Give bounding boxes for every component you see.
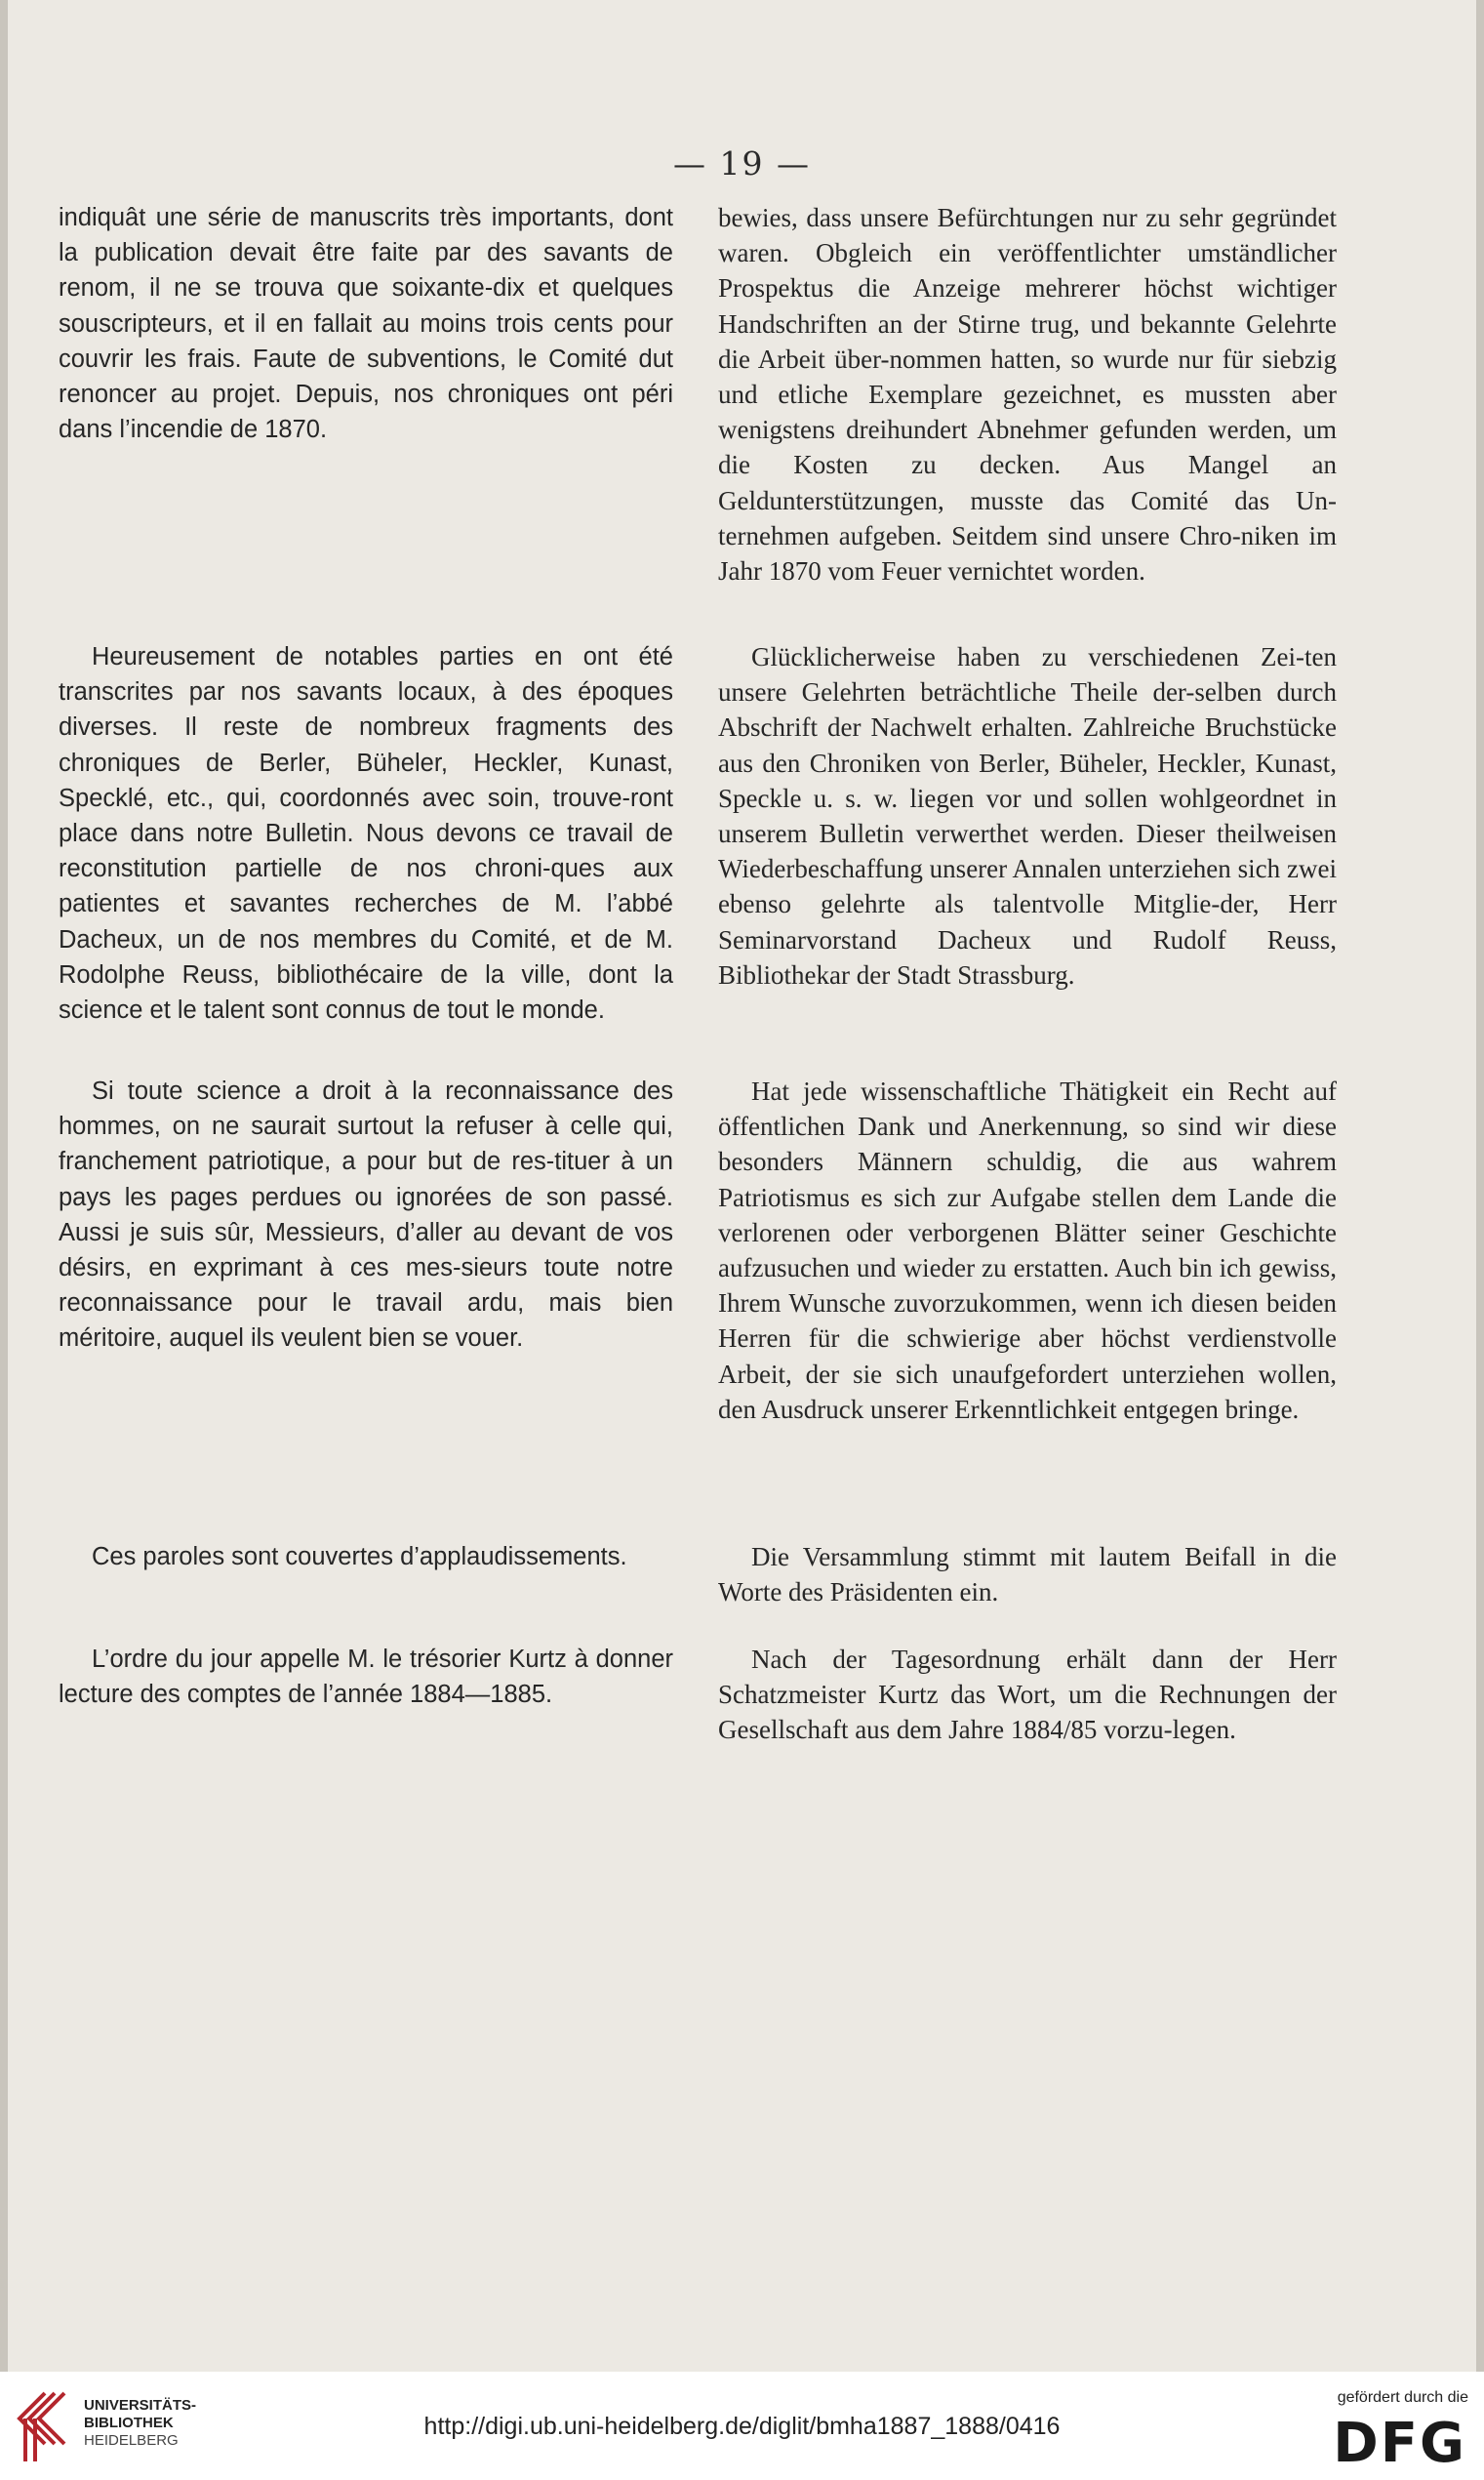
footer-bar: [0, 2372, 1484, 2480]
permalink-url[interactable]: http://digi.ub.uni-heidelberg.de/diglit/bmha1887_1888/0416: [423, 2413, 1061, 2440]
fr-paragraph-4: Ces paroles sont couvertes d’applaudissements.: [92, 1543, 627, 1570]
de-paragraph-4: Die Versammlung stimmt mit lautem Beifall in die Worte des Präsidenten ein.: [718, 1542, 1337, 1607]
de-paragraph-2: Glücklicherweise haben zu verschiedenen Zei-ten unsere Gelehrten beträchtliche Theile der-selben durch Abschrift der Nachwelt erhalten. Zahlreiche Bruchstücke aus den Chroniken von Berler, Büheler, Heckler, Kunast, Speckle u. s. w. liegen vor und sollen wohlgeordnet in unserem Bulletin verwerthet werden. Dieser theilweisen Wiederbeschaffung unserer Annalen unterziehen sich zwei ebenso gelehrte als talentvolle Mitglie-der, Herr Seminarvorstand Dacheux und Rudolf Reuss, Bibliothekar der Stadt Strassburg.: [718, 642, 1337, 990]
fr-paragraph-3: Si toute science a droit à la reconnaissance des hommes, on ne saurait surtout la refuser à celle qui, franchement patriotique, a pour but de res-tituer à un pays les pages perdues ou ignorées de son passé. Aussi je suis sûr, Messieurs, d’aller au devant de vos désirs, en exprimant à ces mes-sieurs toute notre reconnaissance pour le travail ardu, mais bien méritoire, auquel ils veulent bien se vouer.: [59, 1077, 673, 1353]
fr-paragraph-5: L’ordre du jour appelle M. le trésorier Kurtz à donner lecture des comptes de l’année 1884—1885.: [59, 1646, 673, 1709]
fr-paragraph-1: indiquât une série de manuscrits très importants, dont la publication devait être faite par des savants de renom, il ne se trouva que soixante-dix et quelques souscripteurs, et il en fallait au moins trois cents pour couvrir les frais. Faute de subventions, le Comité dut renoncer au projet. Depuis, nos chroniques ont péri dans l’incendie de 1870.: [59, 204, 673, 444]
library-name-line-3: HEIDELBERG: [84, 2432, 179, 2449]
de-paragraph-5: Nach der Tagesordnung erhält dann der Herr Schatzmeister Kurtz das Wort, um die Rechnungen der Gesellschaft aus dem Jahre 1884/85 vorzu-legen.: [718, 1645, 1337, 1745]
library-name-line-1: UNIVERSITÄTS-: [84, 2397, 197, 2414]
dfg-logo: DFG: [1333, 2412, 1466, 2475]
library-name-line-2: BIBLIOTHEK: [84, 2415, 174, 2431]
fr-paragraph-2: Heureusement de notables parties en ont été transcrites par nos savants locaux, à des époques diverses. Il reste de nombreux fragments des chroniques de Berler, Büheler, Heckler, Kunast, Specklé, etc., qui, coordonnés avec soin, trouve-ront place dans notre Bulletin. Nous devons ce travail de reconstitution partielle de nos chroni-ques aux patientes et savantes recherches de M. l’abbé Dacheux, un de nos membres du Comité, et de M. Rodolphe Reuss, bibliothécaire de la ville, dont la science et le talent sont connus de tout le monde.: [59, 643, 673, 1025]
de-paragraph-1: bewies, dass unsere Befürchtungen nur zu sehr gegründet waren. Obgleich ein veröffentlichter umständlicher Prospektus die Anzeige mehrerer höchst wichtiger Handschriften an der Stirne trug, und bekannte Gelehrte die Arbeit über-nommen hatten, so wurde nur für siebzig und etliche Exemplare gezeichnet, es mussten aber wenigstens dreihundert Abnehmer gefunden werden, um die Kosten zu decken. Aus Mangel an Geldunterstützungen, musste das Comité das Un-ternehmen aufgeben. Seitdem sind unsere Chro-niken im Jahr 1870 vom Feuer vernichtet worden.: [718, 203, 1337, 587]
page-number: — 19 —: [673, 144, 811, 183]
de-paragraph-3: Hat jede wissenschaftliche Thätigkeit ein Recht auf öffentlichen Dank und Anerkennung, so sind wir diese besonders Männern schuldig, die aus wahrem Patriotismus es sich zur Aufgabe stellen dem Lande die verlorenen oder verborgenen Blätter seiner Geschichte aufzusuchen und wieder zu erstatten. Auch bin ich gewiss, Ihrem Wunsche zuvorzukommen, wenn ich diesen beiden Herren für die schwierige aber höchst verdienstvolle Arbeit, der sie sich unaufgefordert unterziehen wollen, den Ausdruck unserer Erkenntlichkeit entgegen bringe.: [718, 1077, 1337, 1424]
funding-note: gefördert durch die: [1337, 2389, 1468, 2406]
